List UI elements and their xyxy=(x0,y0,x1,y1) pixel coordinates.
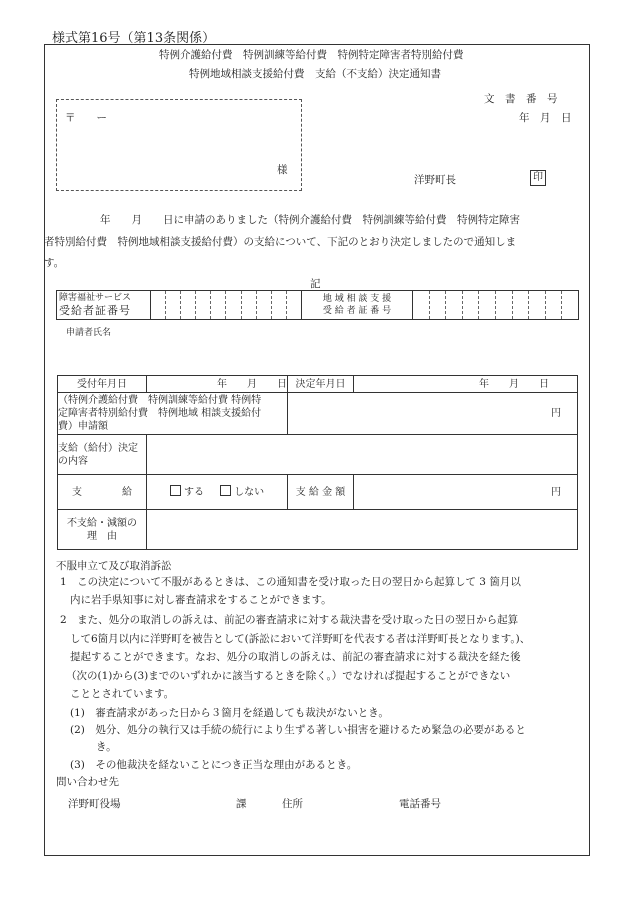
issue-date: 年 月 日 xyxy=(519,112,572,124)
contact-section: 課 xyxy=(236,798,247,810)
form-number: 様式第16号（第13条関係） xyxy=(52,31,216,46)
ki-heading: 記 xyxy=(310,278,321,290)
title-line-2: 特例地域相談支援給付費 支給（不支給）決定通知書 xyxy=(189,68,441,80)
request-amount-value[interactable]: 円 xyxy=(288,393,578,435)
honorific: 様 xyxy=(277,164,288,176)
contact-address: 住所 xyxy=(282,798,303,810)
appeal-p2e: こととされています。 xyxy=(70,688,175,700)
body-line-3: す。 xyxy=(44,257,65,269)
received-date-label: 受付年月日 xyxy=(58,376,147,393)
appeal-p2c: 提起することができます。なお、処分の取消しの訴えは、前記の審査請求に対する裁決を経た後 xyxy=(70,651,521,663)
body-line-2: 者特別給付費 特例地域相談支援給付費）の支給について、下記のとおり決定しましたので通知しま xyxy=(44,236,517,248)
address-box xyxy=(56,99,302,191)
cert-label-a: 障害福祉サービス 受給者証番号 xyxy=(57,291,151,320)
appeal-p2b: して6箇月以内に洋野町を被告として(訴訟において洋野町を代表する者は洋野町長となります。)、 xyxy=(70,633,531,645)
pay-no-checkbox[interactable] xyxy=(220,485,231,496)
postal-mark: 〒 ー xyxy=(65,112,107,124)
appeal-item-3: (3) その他裁決を経ないことにつき正当な理由があるとき。 xyxy=(70,759,358,771)
appeal-item-2a: (2) 処分、処分の執行又は手続の続行により生ずる著しい損害を避けるため緊急の必要があると xyxy=(70,724,526,736)
decision-content-label: 支給（給付）決定の内容 xyxy=(58,435,147,475)
payment-options xyxy=(147,475,288,510)
decision-date-value[interactable]: 年 月 日 xyxy=(354,376,578,393)
cert-label-b: 地 域 相 談 支 援 受 給 者 証 番 号 xyxy=(302,291,413,320)
refusal-reason-value[interactable] xyxy=(147,510,578,550)
title-line-1: 特例介護給付費 特例訓練等給付費 特例特定障害者特別給付費 xyxy=(159,49,464,61)
payment-label: 支 給 xyxy=(58,475,147,510)
appeal-p1b: 内に岩手県知事に対し審査請求をすることができます。 xyxy=(70,594,332,606)
contact-office: 洋野町役場 xyxy=(68,798,121,810)
pay-no-label: しない xyxy=(234,487,265,498)
pay-yes-label: する xyxy=(184,487,205,498)
appeal-p2d: （次の(1)から(3)までのいずれかに該当するときを除く。）でなければ提起することができない xyxy=(66,670,511,682)
decision-date-label: 決定年月日 xyxy=(288,376,354,393)
pay-yes-checkbox[interactable] xyxy=(170,485,181,496)
applicant-name-label: 申請者氏名 xyxy=(66,328,112,338)
cert-number-b[interactable] xyxy=(413,291,579,320)
certificate-table xyxy=(56,290,579,320)
mayor-title: 洋野町長 xyxy=(414,174,456,186)
appeal-p2a: 2 また、処分の取消しの訴えは、前記の審査請求に対する裁決書を受け取った日の翌日から起算 xyxy=(60,614,519,626)
cert-number-a[interactable] xyxy=(151,291,302,320)
appeal-heading: 不服申立て及び取消訴訟 xyxy=(56,560,172,572)
pay-amount-label: 支 給 金 額 xyxy=(288,475,354,510)
seal-stamp: 印 xyxy=(530,170,546,186)
received-date-value[interactable]: 年 月 日 xyxy=(147,376,288,393)
pay-amount-value[interactable]: 円 xyxy=(354,475,578,510)
appeal-item-2b: き。 xyxy=(96,741,117,753)
contact-heading: 問い合わせ先 xyxy=(56,776,119,788)
document-number: 文 書 番 号 xyxy=(484,93,558,105)
decision-table xyxy=(57,375,578,550)
refusal-reason-label: 不支給・減額の 理 由 xyxy=(58,510,147,550)
appeal-p1a: 1 この決定について不服があるときは、この通知書を受け取った日の翌日から起算して 3 箇月以 xyxy=(60,576,521,588)
appeal-item-1: (1) 審査請求があった日から３箇月を経過しても裁決がないとき。 xyxy=(70,707,389,719)
contact-phone: 電話番号 xyxy=(399,798,441,810)
decision-content-value[interactable] xyxy=(147,435,578,475)
request-amount-label: （特例介護給付費 特例訓練等給付費 特例特定障害者特別給付費 特例地域 相談支援給付費）申請額 xyxy=(58,393,288,435)
body-line-1: 年 月 日に申請のありました（特例介護給付費 特例訓練等給付費 特例特定障害 xyxy=(100,214,520,226)
